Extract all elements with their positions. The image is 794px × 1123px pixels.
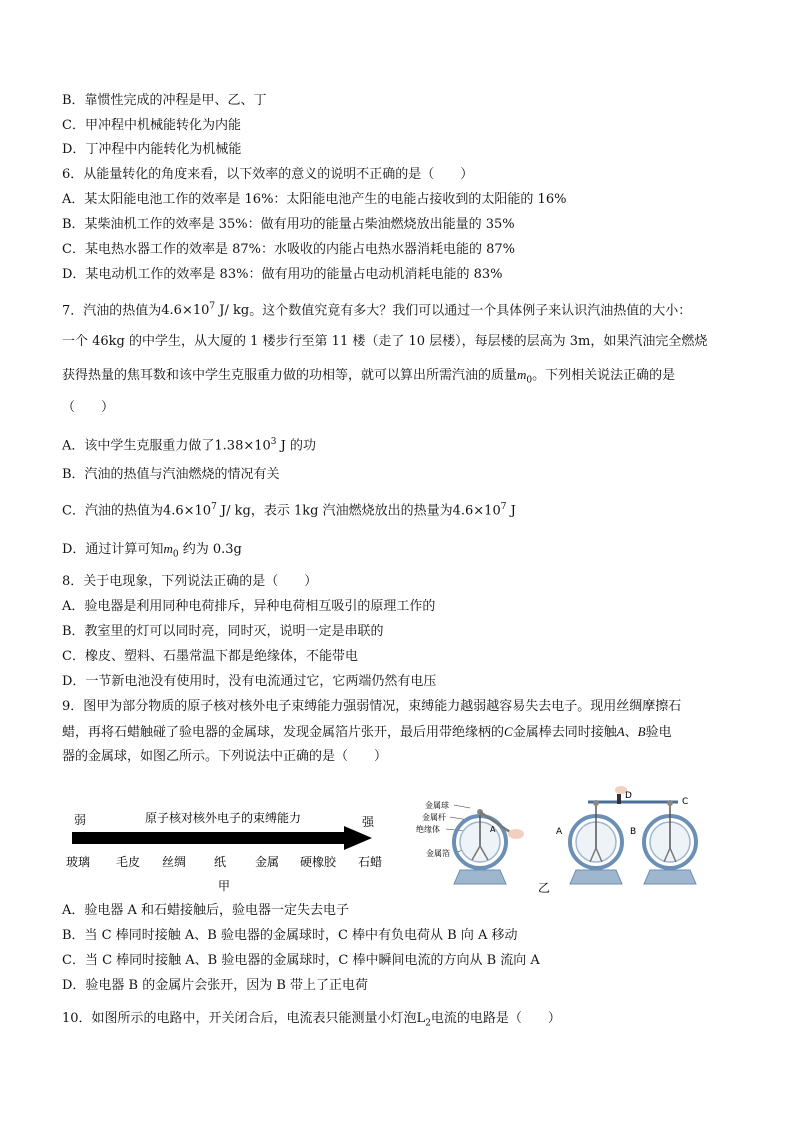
weak-label: 弱 (74, 813, 87, 827)
option-a-q8: A．验电器是利用同种电荷排斥，异种电荷相互吸引的原理工作的 (62, 599, 436, 614)
material-paper: 纸 (214, 855, 227, 869)
question-9-line1: 9．图甲为部分物质的原子核对核外电子束缚能力强弱情况，束缚能力越弱越容易失去电子。现用丝绸摩擦石 (62, 699, 682, 714)
option-a-q7: A．该中学生克服重力做了$1.38\times 10^3$ J 的功 (62, 437, 316, 454)
option-b-q5: B．靠惯性完成的冲程是甲、乙、丁 (62, 93, 267, 108)
option-d-q8: D．一节新电池没有使用时，没有电流通过它，它两端仍然有电压 (62, 674, 437, 689)
label-insulator: 绝缘体 (416, 825, 440, 834)
option-d-q7: D．通过计算可知$m_0$ 约为 0.3g (62, 541, 242, 560)
option-d-q9: D．验电器 B 的金属片会张开，因为 B 带上了正电荷 (62, 978, 369, 993)
question-7-line2: 一个 46kg 的中学生，从大厦的 1 楼步行至第 11 楼（走了 10 层楼），每层楼的层高为 3m，如果汽油完全燃烧 (62, 334, 708, 349)
figure-yi (416, 786, 696, 895)
caption-jia: 甲 (218, 879, 231, 893)
strength-arrow (72, 826, 372, 850)
arrow-title: 原子核对核外电子的束缚能力 (145, 811, 302, 825)
option-c-q7: C．汽油的热值为$4.6\times 10^7$ J/ kg，表示 1kg 汽油燃烧放出的热量为$4.6\times 10^7$ J (62, 502, 516, 519)
option-c-q8: C．橡皮、塑料、石墨常温下都是绝缘体，不能带电 (62, 649, 358, 664)
option-b-q9: B．当 C 棒同时接触 A、B 验电器的金属球时，C 棒中有负电荷从 B 向 A 移动 (62, 928, 518, 943)
option-b-q8: B．教室里的灯可以同时亮，同时灭，说明一定是串联的 (62, 624, 384, 639)
label-metal-ball: 金属球 (425, 801, 449, 810)
q7-text: 7．汽油的热值为 (62, 303, 162, 319)
label-d: D (625, 791, 632, 801)
material-silk: 丝绸 (162, 855, 187, 869)
material-glass: 玻璃 (66, 855, 91, 869)
electroscope-a (570, 800, 622, 884)
option-a-q6: A．某太阳能电池工作的效率是 16%：太阳能电池产生的电能占接收到的太阳能的 16% (62, 192, 567, 207)
strong-label: 强 (362, 815, 375, 829)
label-a-small: A (490, 825, 496, 834)
q7-heat-value: $4.6\times 10^7$ J/ kg (161, 302, 250, 319)
mass-symbol: m (517, 367, 527, 382)
question-7-line3: 获得热量的焦耳数和该中学生克服重力做的功相等，就可以算出所需汽油的质量$m_0$。下列相关说法正确的是 (62, 367, 676, 386)
option-c-q5: C．甲冲程中机械能转化为内能 (62, 118, 241, 133)
q7-text-cont: 。这个数值究竟有多大？我们可以通过一个具体例子来认识汽油热值的大小： (249, 303, 692, 319)
question-8-stem: 8．关于电现象，下列说法正确的是（ ） (62, 574, 318, 589)
material-hard-rubber: 硬橡胶 (300, 855, 337, 869)
label-a: A (556, 827, 563, 837)
material-metal: 金属 (255, 855, 280, 869)
question-7-paren: （ ） (62, 400, 115, 415)
option-b-q6: B．某柴油机工作的效率是 35%：做有用功的能量占柴油燃烧放出能量的 35% (62, 217, 515, 232)
question-10-stem: 10．如图所示的电路中，开关闭合后，电流表只能测量小灯泡$L_2$电流的电路是（ ） (62, 1011, 561, 1029)
figure-jia (66, 810, 382, 893)
option-c-q6: C．某电热水器工作的效率是 87%：水吸收的内能占电热水器消耗电能的 87% (62, 242, 516, 257)
label-metal-rod: 金属杆 (422, 813, 446, 822)
question-9-line2: 蜡，再将石蜡触碰了验电器的金属球，发现金属箔片张开，最后用带绝缘柄的C金属棒去同时接触A、B验电 (62, 724, 672, 740)
hand-left (508, 829, 524, 839)
label-b: B (630, 827, 637, 837)
option-d-q6: D．某电动机工作的效率是 83%：做有用功的能量占电动机消耗电能的 83% (62, 267, 503, 282)
insulating-handle-d (617, 794, 621, 804)
option-c-q9: C．当 C 棒同时接触 A、B 验电器的金属球时，C 棒中瞬间电流的方向从 B 流向 A (62, 953, 540, 968)
label-metal-foil: 金属箔 (426, 849, 450, 858)
material-wax: 石蜡 (358, 855, 383, 869)
electroscope-b (644, 800, 696, 884)
question-6-stem: 6．从能量转化的角度来看，以下效率的意义的说明不正确的是（ ） (62, 167, 474, 182)
label-c: C (682, 797, 689, 807)
question-7-line1 (62, 298, 691, 320)
option-a-q9: A．验电器 A 和石蜡接触后，验电器一定失去电子 (62, 903, 350, 918)
option-b-q7: B．汽油的热值与汽油燃烧的情况有关 (62, 467, 280, 482)
question-9-line3: 器的金属球，如图乙所示。下列说法中正确的是（ ） (62, 749, 388, 764)
electroscope-left-a (454, 809, 506, 884)
question-9-figures (60, 786, 740, 896)
material-fur: 毛皮 (116, 855, 141, 869)
caption-yi: 乙 (538, 881, 551, 895)
option-d-q5: D．丁冲程中内能转化为机械能 (62, 142, 242, 157)
